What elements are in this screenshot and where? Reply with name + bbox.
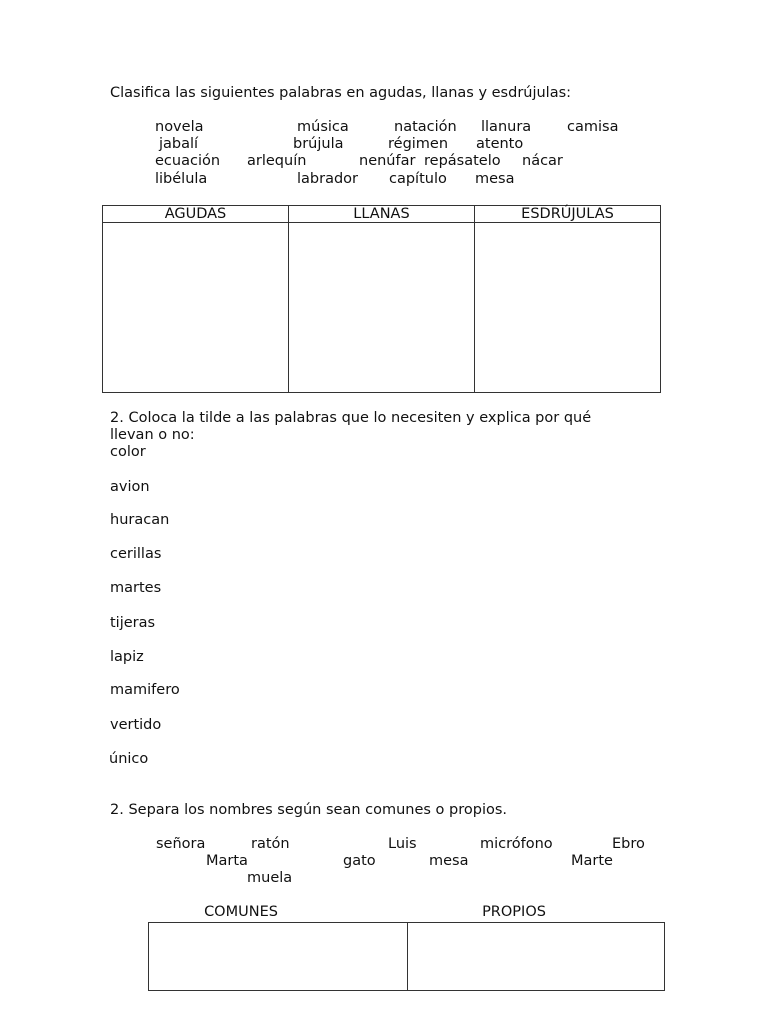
word: natación [394, 119, 457, 135]
word: ecuación [155, 153, 221, 169]
word: Marte [571, 853, 613, 869]
list-item: vertido [110, 717, 162, 733]
answer-cell-propios[interactable] [408, 923, 665, 991]
answer-cell-agudas[interactable] [103, 223, 289, 393]
word: camisa [567, 119, 619, 135]
word: capítulo [389, 171, 447, 187]
word: libélula [155, 171, 208, 187]
section2-instruction-cont: llevan o no: [110, 427, 195, 443]
word: nenúfar [359, 153, 416, 169]
section3-instruction: 2. Separa los nombres según sean comunes o propios. [110, 802, 508, 818]
list-item: avion [110, 479, 150, 495]
list-item: huracan [110, 512, 170, 528]
word: mesa [475, 171, 515, 187]
list-item: cerillas [110, 546, 162, 562]
word: jabalí [159, 136, 199, 152]
word: ratón [251, 836, 290, 852]
answer-cell-llanas[interactable] [289, 223, 475, 393]
list-item: martes [110, 580, 162, 596]
section1-instruction: Clasifica las siguientes palabras en agudas, llanas y esdrújulas: [110, 85, 572, 101]
word: atento [476, 136, 524, 152]
word: labrador [297, 171, 359, 187]
table-header-llanas: LLANAS [289, 206, 475, 223]
word: llanura [481, 119, 532, 135]
table-header-propios: PROPIOS [482, 904, 546, 920]
table-header-esdrujulas: ESDRÚJULAS [475, 206, 661, 223]
list-item: lapiz [110, 649, 144, 665]
classification-table [102, 205, 661, 393]
word: arlequín [247, 153, 307, 169]
word: música [297, 119, 349, 135]
table-header-agudas: AGUDAS [103, 206, 289, 223]
word: brújula [293, 136, 344, 152]
word: Marta [206, 853, 248, 869]
table-header-comunes: COMUNES [204, 904, 278, 920]
word: Ebro [612, 836, 645, 852]
list-item: tijeras [110, 615, 156, 631]
list-item: color [110, 444, 146, 460]
word: Luis [388, 836, 417, 852]
nouns-table [148, 922, 665, 991]
word: micrófono [480, 836, 553, 852]
word: repásatelo [424, 153, 501, 169]
list-item: único [109, 751, 149, 767]
answer-cell-comunes[interactable] [149, 923, 408, 991]
word: señora [156, 836, 206, 852]
answer-cell-esdrujulas[interactable] [475, 223, 661, 393]
list-item: mamifero [110, 682, 180, 698]
word: régimen [388, 136, 449, 152]
word: mesa [429, 853, 469, 869]
word: gato [343, 853, 376, 869]
section2-instruction: 2. Coloca la tilde a las palabras que lo necesiten y explica por qué [110, 410, 592, 426]
word: novela [155, 119, 204, 135]
word: nácar [522, 153, 563, 169]
word: muela [247, 870, 293, 886]
